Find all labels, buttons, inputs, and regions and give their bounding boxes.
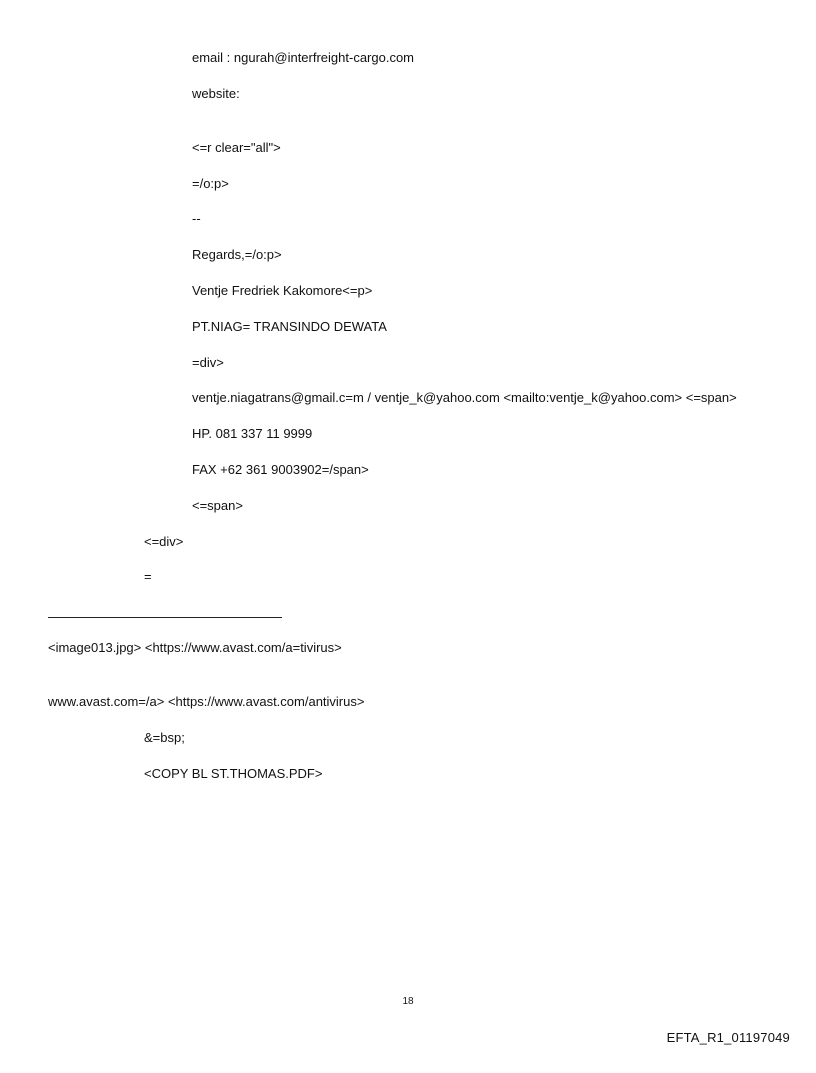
signature-emails: ventje.niagatrans@gmail.c=m / ventje_k@yahoo.com <mailto:ventje_k@yahoo.com> <=span> — [192, 390, 737, 405]
signature-company: PT.NIAG= TRANSINDO DEWATA — [192, 319, 387, 334]
email-line: email : ngurah@interfreight-cargo.com — [192, 50, 415, 65]
markup-line: &=bsp; — [144, 730, 185, 745]
avast-link-line: www.avast.com=/a> <https://www.avast.com/antivirus> — [48, 694, 365, 709]
footer-divider — [48, 617, 282, 618]
markup-line: <=div> — [144, 534, 184, 549]
signature-name: Ventje Fredriek Kakomore<=p> — [192, 283, 373, 298]
signature-separator: -- — [192, 211, 201, 226]
signature-fax: FAX +62 361 9003902=/span> — [192, 462, 369, 477]
regards-line: Regards,=/o:p> — [192, 247, 282, 262]
markup-line: =/o:p> — [192, 176, 229, 191]
markup-line: <=r clear="all"> — [192, 140, 281, 155]
markup-line: <=span> — [192, 498, 243, 513]
image-link-line: <image013.jpg> <https://www.avast.com/a=tivirus> — [48, 640, 342, 655]
markup-line: = — [144, 569, 152, 584]
signature-phone: HP. 081 337 11 9999 — [192, 426, 313, 441]
bates-number: EFTA_R1_01197049 — [666, 1030, 790, 1045]
page-number: 18 — [402, 996, 414, 1007]
markup-line: =div> — [192, 355, 224, 370]
attachment-line: <COPY BL ST.THOMAS.PDF> — [144, 766, 323, 781]
website-line: website: — [192, 86, 240, 101]
